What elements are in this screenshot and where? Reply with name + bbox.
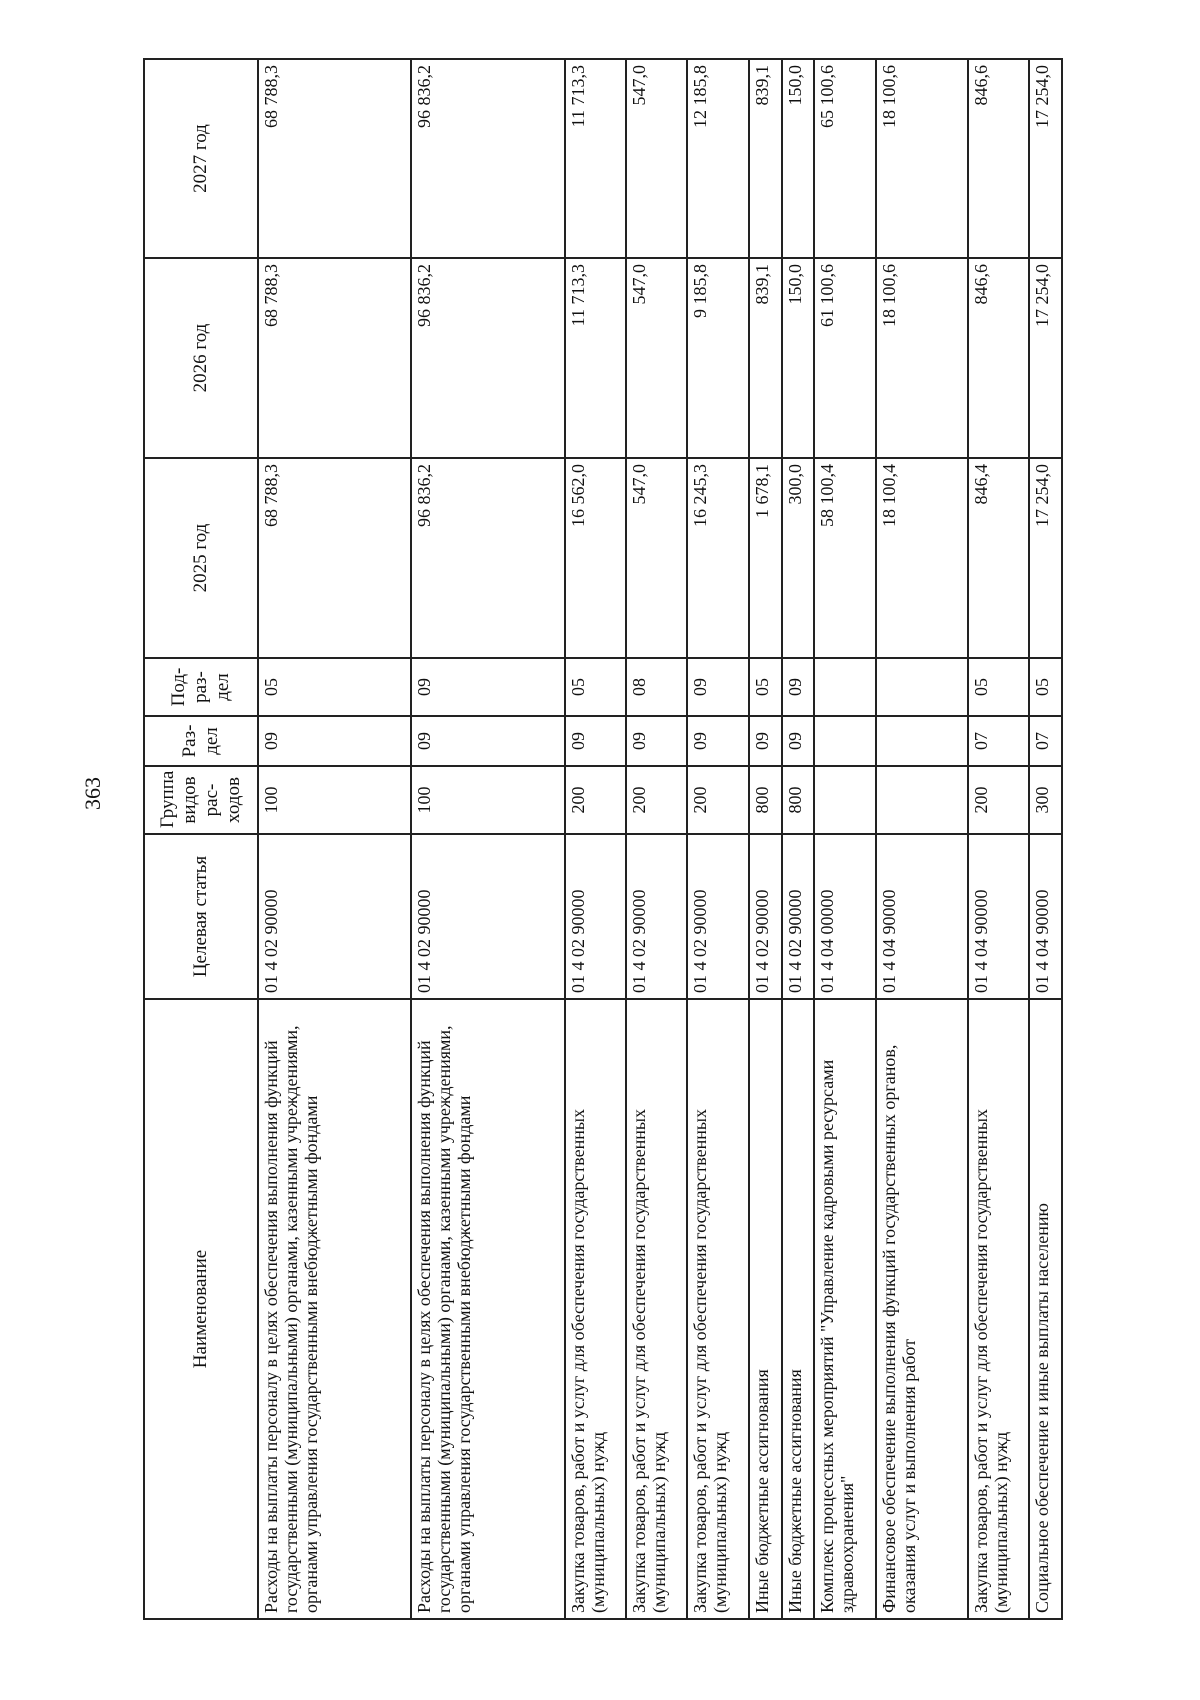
row-target: 01 4 04 90000 (1029, 834, 1062, 999)
row-target: 01 4 04 00000 (814, 834, 875, 999)
row-subsection: 05 (565, 658, 626, 716)
row-2027: 846,6 (968, 59, 1029, 258)
row-name: Расходы на выплаты персоналу в целях обеспечения выполнения функций государственными (муниципальными) органами, казенными учреждениями, органами управления государственными внебюджетными фондами (258, 999, 411, 1619)
row-group: 100 (258, 766, 411, 834)
row-2026: 96 836,2 (411, 258, 564, 458)
row-2025: 16 562,0 (565, 458, 626, 658)
row-target: 01 4 04 90000 (876, 834, 968, 999)
row-2027: 65 100,6 (814, 59, 875, 258)
row-2025: 547,0 (626, 458, 687, 658)
table-row (1029, 59, 1062, 1619)
row-2025: 17 254,0 (1029, 458, 1062, 658)
row-subsection: 05 (258, 658, 411, 716)
row-2025: 300,0 (782, 458, 815, 658)
budget-table (143, 58, 1063, 1620)
row-target: 01 4 02 90000 (687, 834, 748, 999)
row-section (814, 716, 875, 766)
table-row (749, 59, 782, 1619)
rotated-table-container (143, 60, 1063, 1620)
row-subsection: 08 (626, 658, 687, 716)
row-name: Расходы на выплаты персоналу в целях обеспечения выполнения функций государственными (муниципальными) органами, казенными учреждениями, органами управления государственными внебюджетными фондами (411, 999, 564, 1619)
table-row (968, 59, 1029, 1619)
table-row (258, 59, 411, 1619)
row-target: 01 4 02 90000 (565, 834, 626, 999)
row-2025: 846,4 (968, 458, 1029, 658)
row-2027: 18 100,6 (876, 59, 968, 258)
row-name: Иные бюджетные ассигнования (749, 999, 782, 1619)
table-row (411, 59, 564, 1619)
table-row (876, 59, 968, 1619)
row-group (876, 766, 968, 834)
row-2026: 68 788,3 (258, 258, 411, 458)
row-2025: 18 100,4 (876, 458, 968, 658)
row-2027: 150,0 (782, 59, 815, 258)
row-name: Иные бюджетные ассигнования (782, 999, 815, 1619)
row-subsection: 05 (749, 658, 782, 716)
row-2027: 12 185,8 (687, 59, 748, 258)
table-row (565, 59, 626, 1619)
row-2026: 61 100,6 (814, 258, 875, 458)
row-group: 100 (411, 766, 564, 834)
row-group: 200 (687, 766, 748, 834)
row-group (814, 766, 875, 834)
row-section: 09 (565, 716, 626, 766)
row-section: 09 (258, 716, 411, 766)
row-2025: 1 678,1 (749, 458, 782, 658)
row-section: 09 (411, 716, 564, 766)
row-section (876, 716, 968, 766)
row-target: 01 4 04 90000 (968, 834, 1029, 999)
row-group: 800 (749, 766, 782, 834)
row-name: Комплекс процессных мероприятий "Управление кадровыми ресурсами здравоохранения" (814, 999, 875, 1619)
row-target: 01 4 02 90000 (782, 834, 815, 999)
row-target: 01 4 02 90000 (258, 834, 411, 999)
row-group: 200 (968, 766, 1029, 834)
row-2026: 11 713,3 (565, 258, 626, 458)
table-row (687, 59, 748, 1619)
row-2026: 150,0 (782, 258, 815, 458)
header-section: Раз-дел (144, 716, 258, 766)
row-name: Закупка товаров, работ и услуг для обеспечения государственных (муниципальных) нужд (687, 999, 748, 1619)
row-group: 800 (782, 766, 815, 834)
row-subsection: 05 (968, 658, 1029, 716)
table-row (782, 59, 815, 1619)
row-2026: 839,1 (749, 258, 782, 458)
row-name: Финансовое обеспечение выполнения функций государственных органов, оказания услуг и выполнения работ (876, 999, 968, 1619)
header-group: Группа видов рас-ходов (144, 766, 258, 834)
row-2027: 547,0 (626, 59, 687, 258)
row-2025: 58 100,4 (814, 458, 875, 658)
row-2025: 16 245,3 (687, 458, 748, 658)
row-group: 300 (1029, 766, 1062, 834)
row-subsection (876, 658, 968, 716)
row-subsection: 09 (687, 658, 748, 716)
row-name: Социальное обеспечение и иные выплаты населению (1029, 999, 1062, 1619)
row-group: 200 (565, 766, 626, 834)
row-2026: 18 100,6 (876, 258, 968, 458)
row-section: 09 (749, 716, 782, 766)
header-subsection: Под-раз-дел (144, 658, 258, 716)
row-name: Закупка товаров, работ и услуг для обеспечения государственных (муниципальных) нужд (968, 999, 1029, 1619)
header-target: Целевая статья (144, 834, 258, 999)
row-section: 07 (968, 716, 1029, 766)
row-name: Закупка товаров, работ и услуг для обеспечения государственных (муниципальных) нужд (626, 999, 687, 1619)
row-2025: 96 836,2 (411, 458, 564, 658)
table-row (814, 59, 875, 1619)
row-2027: 839,1 (749, 59, 782, 258)
row-group: 200 (626, 766, 687, 834)
header-row (144, 59, 258, 1619)
header-name: Наименование (144, 999, 258, 1619)
row-2027: 68 788,3 (258, 59, 411, 258)
row-subsection (814, 658, 875, 716)
row-target: 01 4 02 90000 (626, 834, 687, 999)
row-subsection: 09 (411, 658, 564, 716)
row-2026: 9 185,8 (687, 258, 748, 458)
row-section: 09 (626, 716, 687, 766)
row-target: 01 4 02 90000 (749, 834, 782, 999)
header-2025: 2025 год (144, 458, 258, 658)
row-2027: 11 713,3 (565, 59, 626, 258)
row-subsection: 05 (1029, 658, 1062, 716)
row-section: 07 (1029, 716, 1062, 766)
row-subsection: 09 (782, 658, 815, 716)
header-2027: 2027 год (144, 59, 258, 258)
header-2026: 2026 год (144, 258, 258, 458)
row-2026: 17 254,0 (1029, 258, 1062, 458)
row-2027: 96 836,2 (411, 59, 564, 258)
row-2027: 17 254,0 (1029, 59, 1062, 258)
row-section: 09 (782, 716, 815, 766)
row-name: Закупка товаров, работ и услуг для обеспечения государственных (муниципальных) нужд (565, 999, 626, 1619)
row-2026: 846,6 (968, 258, 1029, 458)
row-section: 09 (687, 716, 748, 766)
table-row (626, 59, 687, 1619)
page-number: 363 (80, 777, 105, 810)
row-2026: 547,0 (626, 258, 687, 458)
row-target: 01 4 02 90000 (411, 834, 564, 999)
row-2025: 68 788,3 (258, 458, 411, 658)
